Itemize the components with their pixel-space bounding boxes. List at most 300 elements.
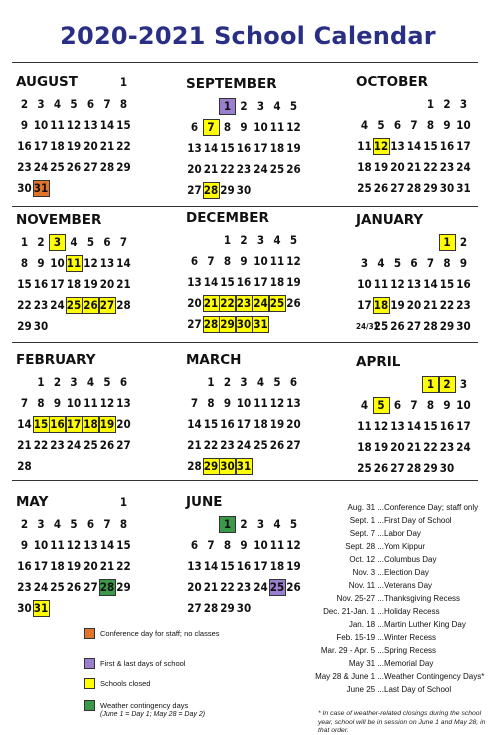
- day-24: 24: [236, 438, 252, 452]
- day-10: 10: [66, 396, 82, 410]
- day-6: 6: [190, 538, 199, 552]
- day-4: 4: [273, 99, 281, 113]
- day-12: 12: [269, 396, 285, 410]
- day-17: 17: [236, 417, 252, 431]
- day-27: 27: [187, 183, 202, 197]
- day-18: 18: [373, 298, 389, 312]
- event-text: Winter Recess: [384, 633, 437, 642]
- event-text: Labor Day: [384, 529, 421, 538]
- day-3: 3: [256, 233, 265, 247]
- day-12: 12: [286, 120, 301, 134]
- day-30: 30: [236, 601, 252, 615]
- day-16: 16: [236, 275, 252, 289]
- day-27: 27: [390, 181, 405, 195]
- day-3: 3: [459, 97, 468, 111]
- day-3: 3: [49, 234, 66, 251]
- day-10: 10: [33, 538, 49, 552]
- day-26: 26: [66, 580, 82, 594]
- day-6: 6: [393, 118, 402, 132]
- day-19: 19: [390, 298, 405, 312]
- day-23: 23: [236, 296, 252, 310]
- day-18: 18: [269, 141, 285, 155]
- event-text: Spring Recess: [384, 646, 437, 655]
- day-9: 9: [20, 118, 29, 132]
- event-text: Veterans Day: [384, 581, 433, 590]
- day-19: 19: [66, 139, 82, 153]
- day-20: 20: [406, 298, 422, 312]
- day-14: 14: [203, 559, 219, 573]
- event-text: Last Day of School: [384, 685, 452, 694]
- day-16: 16: [50, 417, 65, 431]
- day-7: 7: [190, 396, 199, 410]
- day-28: 28: [406, 181, 422, 195]
- day-13: 13: [187, 559, 202, 573]
- conference-swatch: [84, 628, 95, 639]
- day-16: 16: [33, 277, 49, 291]
- day-19: 19: [286, 141, 301, 155]
- event-text: First Day of School: [384, 516, 452, 525]
- month-name: SEPTEMBER: [186, 76, 277, 92]
- day-22: 22: [33, 438, 49, 452]
- day-21: 21: [99, 139, 115, 153]
- day-26: 26: [269, 438, 285, 452]
- day-4: 4: [360, 118, 369, 132]
- day-8: 8: [223, 120, 232, 134]
- month-name: OCTOBER: [356, 74, 428, 90]
- day-23: 23: [439, 160, 455, 174]
- event-text: Thanksgiving Recess: [384, 594, 461, 603]
- day-2: 2: [240, 233, 248, 247]
- day-8: 8: [119, 517, 128, 531]
- day-21: 21: [423, 298, 438, 312]
- day-8: 8: [443, 256, 451, 270]
- day-21: 21: [17, 438, 32, 452]
- day-13: 13: [83, 118, 98, 132]
- day-10: 10: [253, 254, 268, 268]
- event-text: Conference Day; staff only: [384, 503, 479, 512]
- day-7: 7: [410, 118, 418, 132]
- day-3: 3: [459, 377, 468, 391]
- day-3: 3: [240, 375, 248, 389]
- day-9: 9: [459, 256, 468, 270]
- day-27: 27: [390, 461, 405, 475]
- day-10: 10: [50, 256, 65, 270]
- day-2: 2: [439, 376, 456, 393]
- day-13: 13: [83, 538, 98, 552]
- day-27: 27: [83, 160, 98, 174]
- day-24: 24: [33, 160, 49, 174]
- day-20: 20: [83, 559, 98, 573]
- day-16: 16: [439, 419, 455, 433]
- day-11: 11: [83, 396, 98, 410]
- month-name: JANUARY: [356, 212, 424, 228]
- day-29: 29: [220, 183, 235, 197]
- day-1: 1: [37, 375, 45, 389]
- day-11: 11: [357, 419, 372, 433]
- day-1: 1: [426, 97, 435, 111]
- footnote: * In case of weather-related closings during the school year, school will be in session on June 1 and May 28, in that order.: [318, 710, 486, 734]
- day-15: 15: [423, 419, 438, 433]
- month-name: JUNE: [186, 494, 223, 510]
- day-1: 1: [219, 98, 236, 115]
- day-4: 4: [273, 517, 281, 531]
- day-5: 5: [393, 256, 402, 270]
- day-15: 15: [439, 277, 455, 291]
- day-15: 15: [423, 139, 438, 153]
- event-date: Dec. 21-Jan. 1 ...: [323, 607, 384, 616]
- row-divider-3: [12, 480, 478, 481]
- day-13: 13: [286, 396, 301, 410]
- day-10: 10: [456, 118, 471, 132]
- row-divider-1: [12, 206, 478, 207]
- day-11: 11: [357, 139, 372, 153]
- day-7: 7: [203, 119, 220, 136]
- day-23: 23: [33, 298, 49, 312]
- day-3: 3: [37, 97, 45, 111]
- day-1: 1: [207, 375, 215, 389]
- month-name: DECEMBER: [186, 210, 269, 226]
- day-8: 8: [223, 538, 232, 552]
- day-2: 2: [37, 235, 45, 249]
- event-text: Holiday Recess: [384, 607, 440, 616]
- day-8: 8: [426, 398, 435, 412]
- day-23: 23: [17, 160, 32, 174]
- day-9: 9: [37, 256, 45, 270]
- day-20: 20: [187, 296, 202, 310]
- day-19: 19: [286, 559, 301, 573]
- day-22: 22: [116, 559, 131, 573]
- day-8: 8: [426, 118, 435, 132]
- day-25: 25: [269, 162, 285, 176]
- event-text: Martin Luther King Day: [384, 620, 466, 629]
- day-11: 11: [269, 120, 285, 134]
- day-15: 15: [220, 141, 235, 155]
- day-30: 30: [220, 459, 235, 473]
- day-25: 25: [269, 580, 285, 594]
- event-date: Mar. 29 - Apr. 5 ...: [320, 646, 384, 655]
- day-9: 9: [240, 538, 248, 552]
- day-18: 18: [357, 440, 372, 454]
- month-name: APRIL: [356, 354, 401, 370]
- day-12: 12: [286, 254, 301, 268]
- day-26: 26: [286, 296, 301, 310]
- day-13: 13: [99, 256, 115, 270]
- day-17: 17: [253, 141, 268, 155]
- day-21: 21: [99, 559, 115, 573]
- day-5: 5: [70, 97, 78, 111]
- day-20: 20: [390, 440, 405, 454]
- day-1: 1: [20, 235, 29, 249]
- day-19: 19: [373, 440, 389, 454]
- day-31: 31: [236, 459, 252, 473]
- day-6: 6: [393, 398, 402, 412]
- day-5: 5: [377, 118, 385, 132]
- day-13: 13: [116, 396, 131, 410]
- day-14: 14: [99, 118, 115, 132]
- day-29: 29: [203, 459, 219, 473]
- event-date: Oct. 12 ...: [349, 555, 384, 564]
- month-name: FEBRUARY: [16, 352, 96, 368]
- day-11: 11: [373, 277, 389, 291]
- day-6: 6: [103, 235, 111, 249]
- day-14: 14: [99, 538, 115, 552]
- day-23: 23: [50, 438, 65, 452]
- day-16: 16: [236, 141, 252, 155]
- day-18: 18: [253, 417, 268, 431]
- legend-sub: (June 1 = Day 1; May 28 = Day 2): [100, 711, 206, 718]
- day-28: 28: [406, 461, 422, 475]
- day-24: 24: [66, 438, 82, 452]
- day-29: 29: [423, 461, 438, 475]
- event-text: Weather Contingency Days*: [384, 672, 485, 681]
- day-18: 18: [66, 277, 82, 291]
- day-27: 27: [187, 317, 202, 331]
- day-23: 23: [439, 440, 455, 454]
- day-10: 10: [357, 277, 372, 291]
- day-15: 15: [220, 559, 235, 573]
- day-16: 16: [236, 559, 252, 573]
- day-20: 20: [187, 580, 202, 594]
- weather-swatch: [84, 700, 95, 711]
- day-14: 14: [423, 277, 438, 291]
- day-15: 15: [33, 417, 49, 431]
- day-4: 4: [53, 97, 62, 111]
- day-26: 26: [286, 580, 301, 594]
- day-30: 30: [33, 319, 49, 333]
- day-14: 14: [116, 256, 131, 270]
- event-date: May 31 ...: [348, 659, 384, 668]
- day-7: 7: [207, 538, 215, 552]
- day-16: 16: [220, 417, 235, 431]
- day-5: 5: [289, 99, 298, 113]
- day-28: 28: [187, 459, 202, 473]
- day-11: 11: [50, 118, 65, 132]
- day-2: 2: [459, 235, 468, 249]
- day-18: 18: [269, 559, 285, 573]
- day-19: 19: [99, 417, 115, 431]
- day-29: 29: [116, 160, 131, 174]
- day-2: 2: [53, 375, 62, 389]
- day-23: 23: [236, 580, 252, 594]
- day-21: 21: [116, 277, 131, 291]
- month-name: MARCH: [186, 352, 242, 368]
- day-14: 14: [406, 419, 422, 433]
- day-11: 11: [269, 254, 285, 268]
- day-23: 23: [456, 298, 471, 312]
- event-date: Sept. 1 ...: [349, 516, 384, 525]
- day-24: 24: [253, 296, 268, 310]
- day-26: 26: [373, 181, 389, 195]
- day-21: 21: [203, 580, 219, 594]
- day-28: 28: [99, 160, 115, 174]
- day-26: 26: [390, 319, 405, 333]
- day-19: 19: [66, 559, 82, 573]
- day-5: 5: [103, 375, 111, 389]
- legend-label: First & last days of school: [100, 659, 186, 668]
- day-25: 25: [357, 461, 372, 475]
- day-17: 17: [66, 417, 82, 431]
- day-29: 29: [220, 317, 235, 331]
- day-8: 8: [223, 254, 232, 268]
- day-24: 24: [33, 580, 49, 594]
- day-16: 16: [439, 139, 455, 153]
- day-11: 11: [50, 538, 65, 552]
- day-27: 27: [406, 319, 422, 333]
- day-25: 25: [373, 319, 389, 333]
- day-15: 15: [116, 538, 131, 552]
- day-7: 7: [103, 517, 111, 531]
- day-2: 2: [20, 97, 29, 111]
- day-8: 8: [37, 396, 45, 410]
- day-21: 21: [203, 162, 219, 176]
- day-14: 14: [17, 417, 32, 431]
- day-28: 28: [203, 183, 219, 197]
- event-date: Nov. 11 ...: [348, 581, 384, 590]
- month-name: AUGUST: [16, 74, 78, 90]
- day-27: 27: [116, 438, 131, 452]
- day-16: 16: [17, 139, 32, 153]
- day-4: 4: [273, 233, 281, 247]
- day-22: 22: [17, 298, 32, 312]
- day-21: 21: [187, 438, 202, 452]
- event-date: May 28 & June 1 ...: [315, 672, 384, 681]
- day-18: 18: [269, 275, 285, 289]
- day-20: 20: [99, 277, 115, 291]
- day-1: 1: [439, 234, 456, 251]
- day-13: 13: [187, 275, 202, 289]
- day-10: 10: [456, 398, 471, 412]
- day-15: 15: [203, 417, 219, 431]
- day-8: 8: [207, 396, 215, 410]
- event-date: Nov. 25-27 ...: [336, 594, 384, 603]
- day-17: 17: [33, 559, 49, 573]
- day-26: 26: [83, 298, 98, 312]
- day-1: 1: [119, 75, 128, 89]
- day-22: 22: [116, 139, 131, 153]
- event-date: Feb. 15-19 ...: [336, 633, 384, 642]
- day-12: 12: [390, 277, 405, 291]
- day-17: 17: [33, 139, 49, 153]
- day-26: 26: [373, 461, 389, 475]
- day-20: 20: [83, 139, 98, 153]
- day-14: 14: [203, 141, 219, 155]
- day-2: 2: [223, 375, 232, 389]
- day-28: 28: [99, 580, 115, 594]
- day-4: 4: [53, 517, 62, 531]
- day-20: 20: [286, 417, 301, 431]
- day-15: 15: [17, 277, 32, 291]
- day-11: 11: [253, 396, 268, 410]
- day-25: 25: [83, 438, 98, 452]
- day-22: 22: [423, 160, 438, 174]
- day-5: 5: [373, 397, 390, 414]
- day-12: 12: [99, 396, 115, 410]
- day-19: 19: [269, 417, 285, 431]
- day-4: 4: [70, 235, 78, 249]
- day-10: 10: [33, 118, 49, 132]
- day-1: 1: [422, 376, 439, 393]
- day-22: 22: [220, 162, 235, 176]
- day-21: 21: [203, 296, 219, 310]
- day-10: 10: [253, 538, 268, 552]
- day-13: 13: [406, 277, 422, 291]
- event-text: Memorial Day: [384, 659, 434, 668]
- day-9: 9: [240, 120, 248, 134]
- day-22: 22: [439, 298, 455, 312]
- day-2: 2: [240, 99, 248, 113]
- day-7: 7: [426, 256, 435, 270]
- day-13: 13: [390, 419, 405, 433]
- day-11: 11: [66, 256, 82, 270]
- day-4: 4: [360, 398, 369, 412]
- day-31: 31: [33, 181, 49, 195]
- event-date: Aug. 31 ...: [347, 503, 384, 512]
- day-19: 19: [83, 277, 98, 291]
- day-12: 12: [286, 538, 301, 552]
- day-29: 29: [423, 181, 438, 195]
- day-30: 30: [439, 461, 455, 475]
- day-3: 3: [256, 99, 265, 113]
- row-divider-2: [12, 342, 478, 343]
- day-4: 4: [86, 375, 95, 389]
- day-16: 16: [456, 277, 471, 291]
- title-rule: [12, 62, 478, 63]
- day-7: 7: [410, 398, 418, 412]
- month-name: NOVEMBER: [16, 212, 102, 228]
- day-15: 15: [116, 118, 131, 132]
- day-30: 30: [17, 601, 32, 615]
- day-17: 17: [253, 275, 268, 289]
- day-29: 29: [220, 601, 235, 615]
- day-4: 4: [377, 256, 385, 270]
- day-25: 25: [50, 160, 65, 174]
- event-date: Jan. 18 ...: [348, 620, 384, 629]
- event-text: Election Day: [384, 568, 429, 577]
- day-13: 13: [390, 139, 405, 153]
- day-5: 5: [273, 375, 281, 389]
- day-14: 14: [187, 417, 202, 431]
- day-31: 31: [456, 181, 471, 195]
- day-4: 4: [256, 375, 265, 389]
- day-23: 23: [220, 438, 235, 452]
- day-23: 23: [236, 162, 252, 176]
- day-18: 18: [50, 139, 65, 153]
- first-last-swatch: [84, 658, 95, 669]
- day-9: 9: [20, 538, 29, 552]
- day-9: 9: [443, 118, 451, 132]
- day-18: 18: [50, 559, 65, 573]
- day-25: 25: [269, 296, 285, 310]
- day-3: 3: [256, 517, 265, 531]
- day-28: 28: [203, 601, 219, 615]
- day-28: 28: [17, 459, 32, 473]
- day-17: 17: [456, 139, 471, 153]
- day-20: 20: [187, 162, 202, 176]
- day-26: 26: [66, 160, 82, 174]
- day-7: 7: [103, 97, 111, 111]
- day-30: 30: [236, 183, 252, 197]
- day-30: 30: [236, 317, 252, 331]
- day-30: 30: [456, 319, 471, 333]
- day-5: 5: [86, 235, 95, 249]
- day-19: 19: [373, 160, 389, 174]
- day-22: 22: [423, 440, 438, 454]
- day-6: 6: [119, 375, 128, 389]
- day-21: 21: [406, 160, 422, 174]
- legend-label: Conference day for staff; no classes: [100, 629, 220, 638]
- day-28: 28: [423, 319, 438, 333]
- day-27: 27: [83, 580, 98, 594]
